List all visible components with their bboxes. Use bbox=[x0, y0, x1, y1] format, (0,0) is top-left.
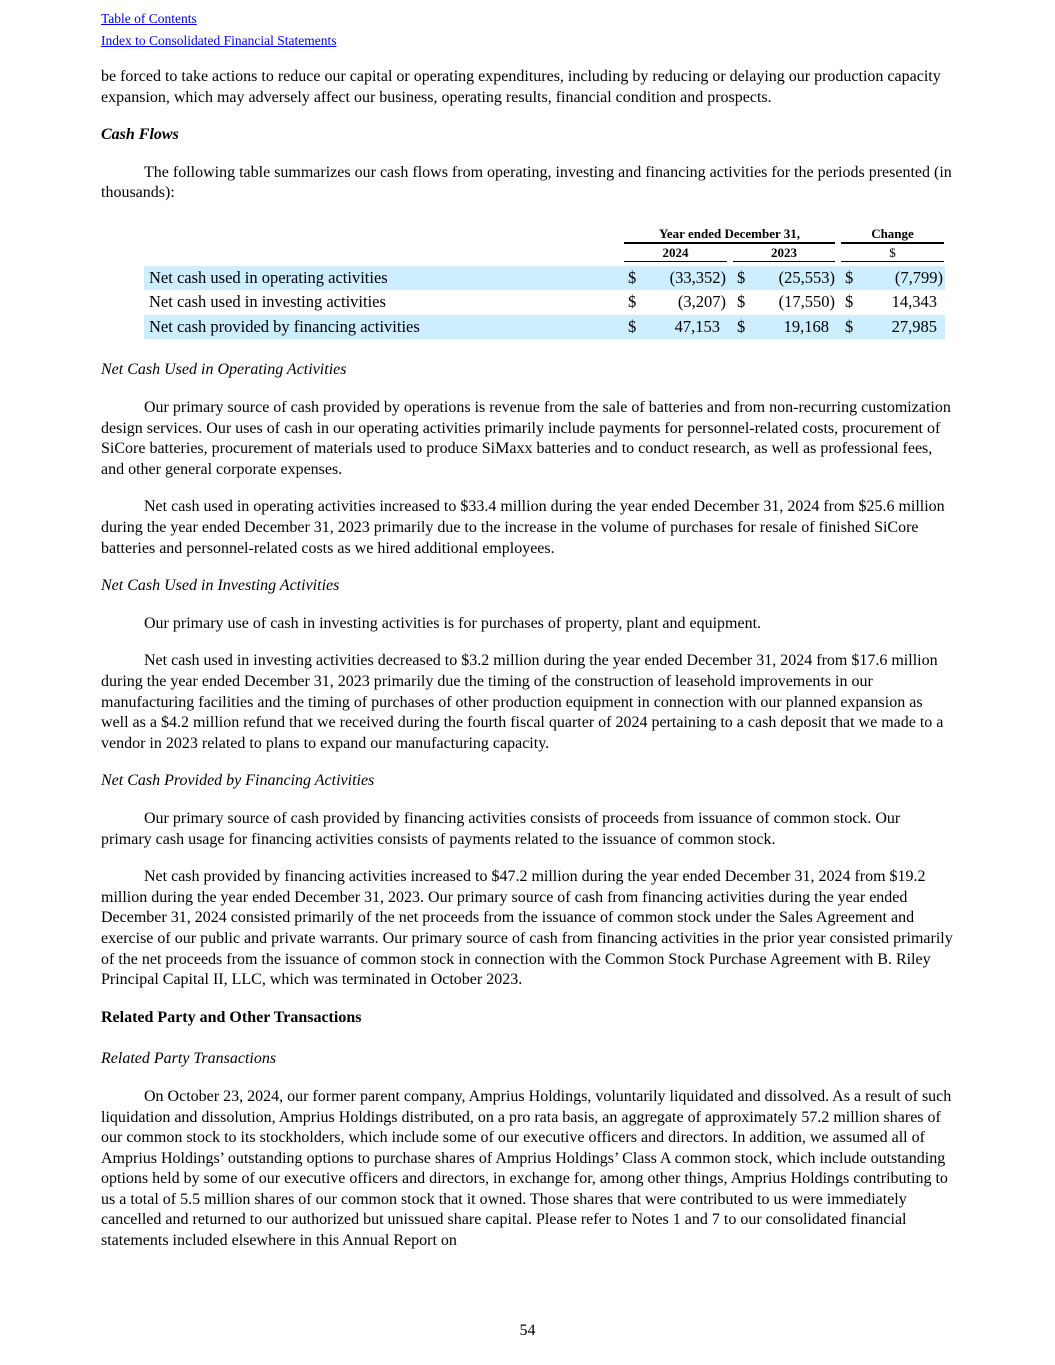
change-header: Change bbox=[841, 225, 944, 244]
investing-paragraph-1: Our primary use of cash in investing activities is for purchases of property, plant and equipment. bbox=[144, 614, 762, 632]
value-2024: (33,352) bbox=[669, 267, 726, 287]
operating-paragraph-1: Our primary source of cash provided by operations is revenue from the sale of batteries and from non-recurring customization design services. Our uses of cash in our operating activities primarily include payments for personnel-related costs, procurement of SiCore batteries, procurement of materials used to produce SiMaxx batteries and to conduct research, as well as professional fees, and other general corporate expenses. bbox=[101, 399, 951, 478]
value-2023: (25,553) bbox=[778, 267, 835, 287]
table-row bbox=[144, 266, 945, 291]
cash-flows-table bbox=[144, 225, 945, 340]
page-number: 54 bbox=[519, 1322, 536, 1339]
currency-symbol: $ bbox=[628, 316, 637, 336]
related-party-paragraph: On October 23, 2024, our former parent company, Amprius Holdings, voluntarily liquidated and dissolved. As a result of such liquidation and dissolution, Amprius Holdings distributed, on a pro rata basis, an aggregate of approximately 57.2 million shares of our common stock to its stockholders, which include some of our executive officers and directors. In addition, we assumed all of Amprius Holdings’ outstanding options to purchase shares of Amprius Holdings’ Class A common stock, which include outstanding options held by some of our executive officers and directors, in exchange for, among other things, Amprius Holdings contributing to us a total of 5.5 million shares of our common stock that it owned. Those shares that were contributed to us were immediately cancelled and returned to our authorized but unissued share capital. Please refer to Notes 1 and 7 to our consolidated financial statements included elsewhere in this Annual Report on bbox=[101, 1087, 952, 1250]
value-change: (7,799) bbox=[894, 267, 943, 287]
col-change-header: $ bbox=[841, 244, 944, 262]
related-party-heading: Related Party and Other Transactions bbox=[101, 1008, 362, 1026]
currency-symbol: $ bbox=[737, 292, 746, 312]
operating-paragraph-2: Net cash used in operating activities increased to $33.4 million during the year ended December 31, 2024 from $25.6 million during the year ended December 31, 2023 primarily due to the increase in the volume of purchases for resale of finished SiCore batteries and personnel-related costs as we hired additional employees. bbox=[101, 498, 945, 557]
financing-heading: Net Cash Provided by Financing Activities bbox=[101, 772, 375, 790]
document-page bbox=[101, 8, 953, 1252]
value-2024: 47,153 bbox=[674, 316, 720, 336]
financing-paragraph-1: Our primary source of cash provided by financing activities consists of proceeds from issuance of common stock. Our primary cash usage for financing activities consists of payments related to the issuance of common stock. bbox=[101, 809, 901, 848]
year-ended-header: Year ended December 31, bbox=[624, 225, 835, 244]
index-financial-statements-link[interactable]: Index to Consolidated Financial Statements bbox=[101, 33, 337, 48]
table-of-contents-link[interactable]: Table of Contents bbox=[101, 11, 197, 26]
row-label: Net cash provided by financing activities bbox=[149, 316, 420, 336]
row-label: Net cash used in investing activities bbox=[149, 292, 386, 312]
investing-heading: Net Cash Used in Investing Activities bbox=[101, 577, 340, 595]
table-row bbox=[144, 315, 945, 340]
intro-paragraph: be forced to take actions to reduce our capital or operating expenditures, including by reducing or delaying our production capacity expansion, which may adversely affect our business, operating results, financial condition and prospects. bbox=[101, 68, 941, 106]
operating-heading: Net Cash Used in Operating Activities bbox=[101, 361, 347, 379]
value-change: 14,343 bbox=[891, 292, 937, 312]
currency-symbol: $ bbox=[737, 316, 746, 336]
currency-symbol: $ bbox=[845, 267, 854, 287]
col-2023-header: 2023 bbox=[733, 244, 835, 262]
financing-paragraph-2: Net cash provided by financing activities increased to $47.2 million during the year ended December 31, 2024 from $19.2 million during the year ended December 31, 2023. Our primary source of cash from financing activities during the year ended December 31, 2024 consisted primarily of the net proceeds from the issuance of common stock under the Sales Agreement and exercise of our public and private warrants. Our primary source of cash from financing activities in the prior year consisted primarily of the net proceeds from the issuance of common stock in connection with the Common Stock Purchase Agreement with B. Riley Principal Capital II, LLC, which was terminated in October 2023. bbox=[101, 868, 953, 989]
value-2023: (17,550) bbox=[778, 292, 835, 312]
value-2024: (3,207) bbox=[677, 292, 726, 312]
cash-flows-heading: Cash Flows bbox=[101, 126, 179, 144]
currency-symbol: $ bbox=[845, 292, 854, 312]
currency-symbol: $ bbox=[628, 267, 637, 287]
related-party-subheading: Related Party Transactions bbox=[101, 1050, 277, 1068]
col-2024-header: 2024 bbox=[624, 244, 727, 262]
currency-symbol: $ bbox=[845, 316, 854, 336]
table-subheader-row bbox=[144, 244, 945, 266]
investing-paragraph-2: Net cash used in investing activities decreased to $3.2 million during the year ended December 31, 2024 from $17.6 million during the year ended December 31, 2023 primarily due the timing of the construction of leasehold improvements in our manufacturing facilities and the timing of purchases of other production equipment in connection with our planned expansion as well as a $4.2 million refund that we received during the fourth fiscal quarter of 2024 pertaining to a cash deposit that we made to a vendor in 2023 related to plans to expand our manufacturing capacity. bbox=[101, 652, 944, 752]
cash-flows-intro: The following table summarizes our cash flows from operating, investing and financing activities for the periods presented (in thousands): bbox=[101, 163, 952, 202]
currency-symbol: $ bbox=[737, 267, 746, 287]
value-2023: 19,168 bbox=[783, 316, 829, 336]
currency-symbol: $ bbox=[628, 292, 637, 312]
row-label: Net cash used in operating activities bbox=[149, 267, 388, 287]
table-header-row bbox=[144, 225, 945, 244]
table-row bbox=[144, 290, 945, 315]
value-change: 27,985 bbox=[891, 316, 937, 336]
